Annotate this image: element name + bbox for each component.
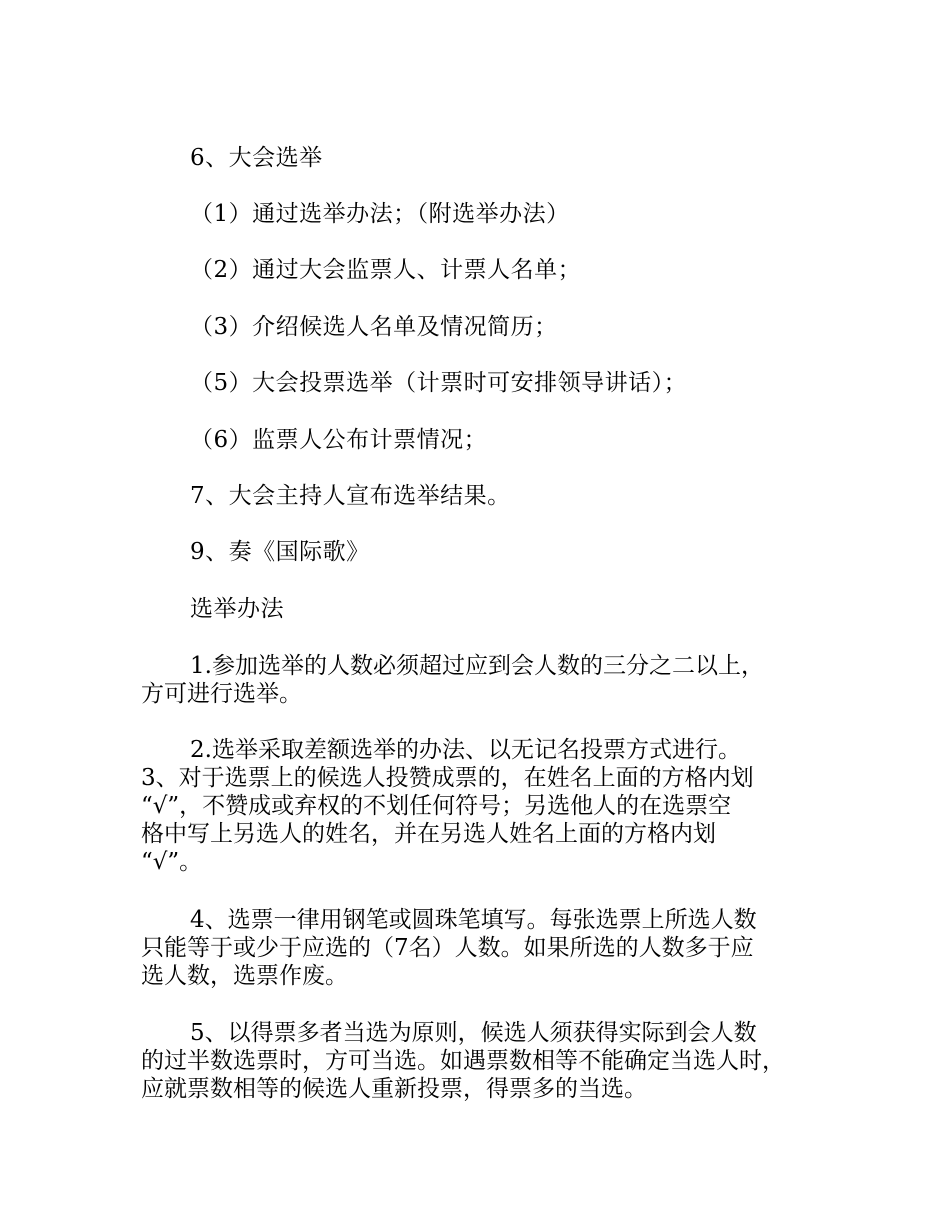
rule-3-line-3: 格中写上另选人的姓名，并在另选人姓名上面的方格内划 (141, 821, 716, 847)
heading-9: 9、奏《国际歌》 (190, 539, 370, 565)
heading-6: 6、大会选举 (190, 145, 323, 171)
agenda-item-1: （1）通过选举办法；（附选举办法） (190, 201, 570, 227)
rule-1-line-1: 1.参加选举的人数必须超过应到会人数的三分之二以上， (190, 653, 764, 679)
rule-5-paragraph (141, 1019, 831, 1103)
rule-2-3-paragraph (141, 736, 831, 876)
rule-1-paragraph (141, 652, 831, 708)
rule-5-line-3: 应就票数相等的候选人重新投票，得票多的当选。 (141, 1076, 647, 1102)
heading-7: 7、大会主持人宣布选举结果。 (190, 483, 511, 509)
rule-4-line-1: 4、选票一律用钢笔或圆珠笔填写。每张选票上所选人数 (190, 907, 757, 933)
agenda-item-5: （5）大会投票选举（计票时可安排领导讲话）； (190, 370, 688, 396)
rule-3-line-1: 3、对于选票上的候选人投赞成票的，在姓名上面的方格内划 (141, 765, 754, 791)
rule-4-line-2: 只能等于或少于应选的（7名）人数。如果所选的人数多于应 (141, 935, 754, 961)
rule-3-line-2: “√”，不赞成或弃权的不划任何符号；另选他人的在选票空 (141, 793, 732, 819)
rule-4-line-3: 选人数，选票作废。 (141, 963, 348, 989)
rule-4-paragraph (141, 906, 831, 990)
rule-5-line-1: 5、以得票多者当选为原则，候选人须获得实际到会人数 (190, 1020, 757, 1046)
rule-5-line-2: 的过半数选票时，方可当选。如遇票数相等不能确定当选人时， (141, 1048, 785, 1074)
rule-1-line-2: 方可进行选举。 (141, 681, 302, 707)
agenda-item-2: （2）通过大会监票人、计票人名单； (190, 257, 582, 283)
agenda-item-3: （3）介绍候选人名单及情况简历； (190, 314, 558, 340)
rule-2-line-1: 2.选举采取差额选举的办法、以无记名投票方式进行。 (190, 737, 741, 763)
section-title: 选举办法 (190, 596, 284, 622)
agenda-item-6: （6）监票人公布计票情况； (190, 427, 488, 453)
rule-3-line-4: “√”。 (141, 849, 203, 875)
